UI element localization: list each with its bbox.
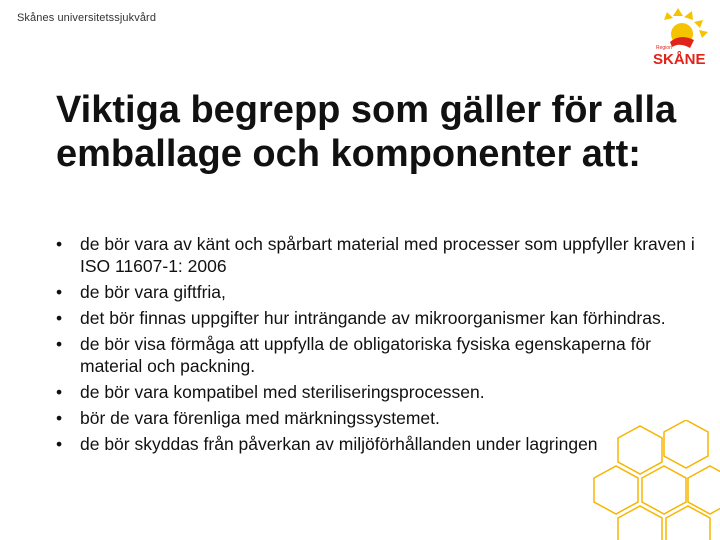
logo-wordmark: SKÅNE: [653, 51, 706, 68]
bullet-text: de bör skyddas från påverkan av miljöförhållanden under lagringen: [80, 434, 598, 454]
bullet-item: [56, 381, 696, 403]
bullet-text: de bör visa förmåga att uppfylla de obligatoriska fysiska egenskaperna för material och packning.: [80, 334, 652, 376]
bullet-item: [56, 233, 696, 277]
bullet-item: [56, 307, 696, 329]
logo-region-text: Region: [656, 45, 672, 51]
hexagon-icon: [618, 506, 662, 540]
region-skane-logo: [650, 6, 714, 70]
bullet-item: [56, 333, 696, 377]
bullet-icon: •: [56, 382, 63, 402]
hexagon-icon: [618, 426, 662, 474]
bullet-icon: •: [56, 282, 63, 302]
bullet-icon: •: [56, 308, 63, 328]
bullet-icon: •: [56, 334, 63, 354]
slide-title: Viktiga begrepp som gäller för alla emballage och komponenter att:: [56, 89, 677, 175]
bullet-item: [56, 281, 696, 303]
bullet-text: de bör vara av känt och spårbart material med processer som uppfyller kraven i ISO 11607-1: 2006: [80, 234, 695, 276]
bullet-icon: •: [56, 234, 63, 254]
organization-name: Skånes universitetssjukvård: [17, 12, 157, 24]
bullet-text: de bör vara kompatibel med steriliseringsprocessen.: [80, 382, 485, 402]
hexagon-icon: [594, 466, 638, 514]
bullet-text: de bör vara giftfria,: [80, 282, 226, 302]
hexagon-icon: [664, 420, 708, 468]
bullet-text: det bör finnas uppgifter hur inträngande av mikroorganismer kan förhindras.: [80, 308, 666, 328]
hexagon-icon: [642, 466, 686, 514]
bullet-icon: •: [56, 408, 63, 428]
hexagon-icon: [688, 466, 720, 514]
hexagon-decoration: [560, 420, 720, 540]
bullet-icon: •: [56, 434, 63, 454]
bullet-text: bör de vara förenliga med märkningssystemet.: [80, 408, 440, 428]
